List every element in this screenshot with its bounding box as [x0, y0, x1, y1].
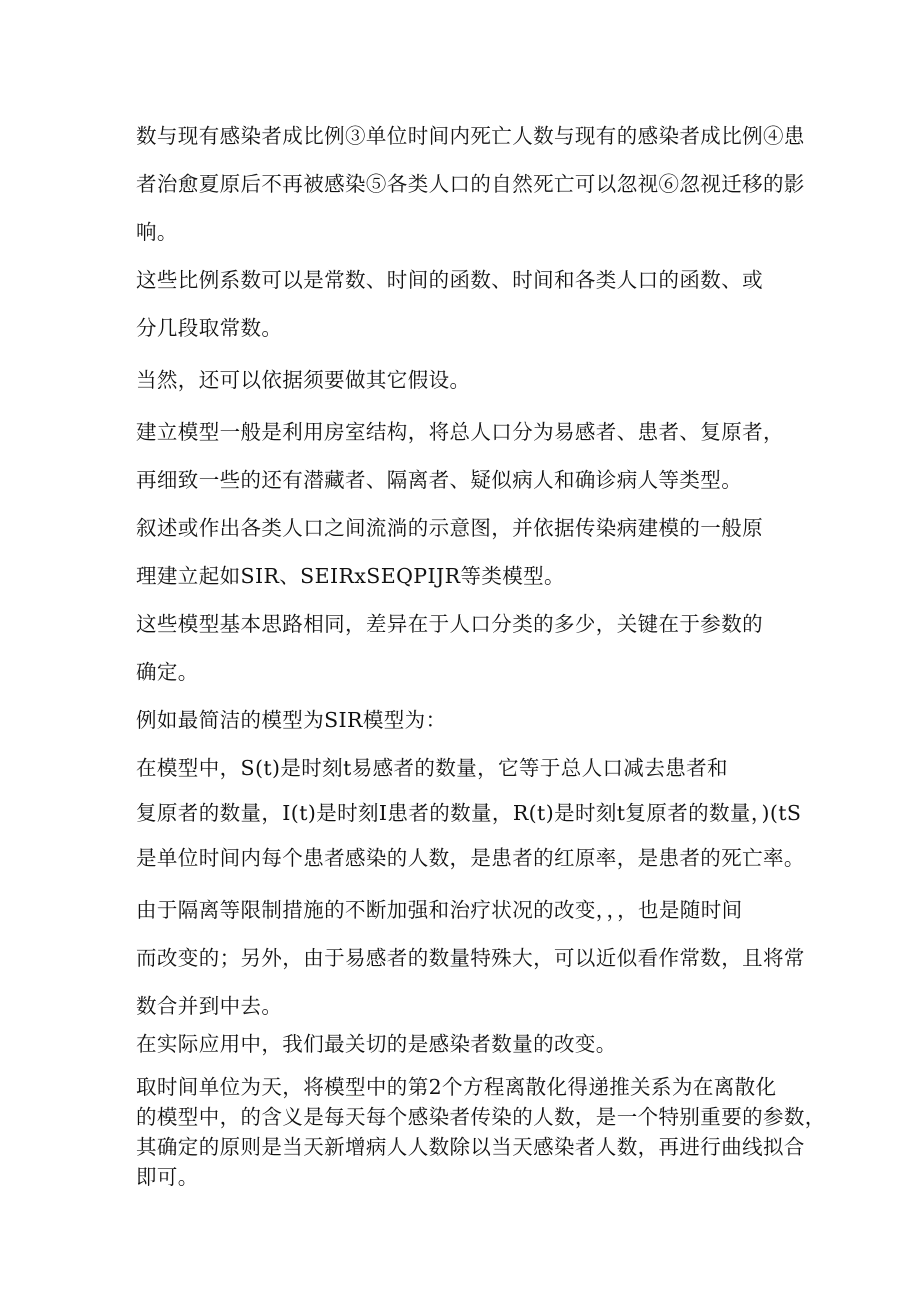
paragraph-coefficients	[136, 256, 788, 352]
text-line: 响。	[136, 220, 178, 244]
paragraph-assumptions-cont	[136, 112, 805, 256]
text-line: 由于隔离等限制措施的不断加强和治疗状况的改变，，，也是随时间	[136, 898, 743, 922]
text-line: 在模型中，S(t)是时刻t易感者的数量，它等于总人口减去患者和	[136, 756, 728, 780]
paragraph-other-assumptions	[136, 356, 788, 404]
paragraph-sir-definitions	[136, 746, 805, 881]
paragraph-model-differences	[136, 600, 788, 696]
text-line: 建立模型一般是利用房室结构，将总人口分为易感者、患者、复原者，	[136, 420, 784, 444]
text-line: 当然，还可以依据须要做其它假设。	[136, 368, 471, 392]
text-line: 例如最简洁的模型为SIR模型为：	[136, 708, 447, 732]
text-line: 的模型中，的含义是每天每个感染者传染的人数，是一个特别重要的参数，	[136, 1105, 826, 1129]
text-line: 者治愈夏原后不再被感染⑤各类人口的自然死亡可以忽视⑥忽视迁移的影	[136, 172, 805, 196]
text-line: 再细致一些的还有潜藏者、隔离者、疑似病人和确诊病人等类型。	[136, 468, 743, 492]
text-line: 数合并到中去。	[136, 994, 283, 1018]
text-line: 这些比例系数可以是常数、时间的函数、时间和各类人口的函数、或	[136, 268, 763, 292]
text-line: 这些模型基本思路相同，差异在于人口分类的多少，关键在于参数的	[136, 612, 763, 636]
text-line: 叙述或作出各类人口之间流淌的示意图，并依据传染病建模的一般原	[136, 516, 763, 540]
text-line: 确定。	[136, 660, 199, 684]
paragraph-isolation-measures	[136, 886, 805, 1030]
paragraph-flow-diagram	[136, 504, 788, 600]
text-line: 数与现有感染者成比例③单位时间内死亡人数与现有的感染者成比例④患	[136, 124, 805, 148]
paragraph-discretization	[136, 1072, 826, 1192]
text-line: 是单位时间内每个患者感染的人数，是患者的红原率，是患者的死亡率。	[136, 846, 805, 870]
text-line: 复原者的数量，I(t)是时刻I患者的数量，R(t)是时刻t复原者的数量，)(tS	[136, 801, 802, 825]
text-line: 即可。	[136, 1165, 199, 1189]
text-line: 其确定的原则是当天新增病人人数除以当天感染者人数，再进行曲线拟合	[136, 1135, 805, 1159]
text-line: 理建立起如SIR、SEIRxSEQPIJR等类模型。	[136, 564, 565, 588]
text-line: 而改变的；另外，由于易感者的数量特殊大，可以近似看作常数，且将常	[136, 946, 805, 970]
text-line: 取时间单位为天，将模型中的第2个方程离散化得递推关系为在离散化	[136, 1075, 777, 1099]
text-line: 分几段取常数。	[136, 316, 283, 340]
paragraph-practical-application	[136, 1020, 788, 1068]
text-line: 在实际应用中，我们最关切的是感染者数量的改变。	[136, 1032, 617, 1056]
paragraph-compartments	[136, 408, 788, 504]
paragraph-sir-intro	[136, 696, 788, 744]
